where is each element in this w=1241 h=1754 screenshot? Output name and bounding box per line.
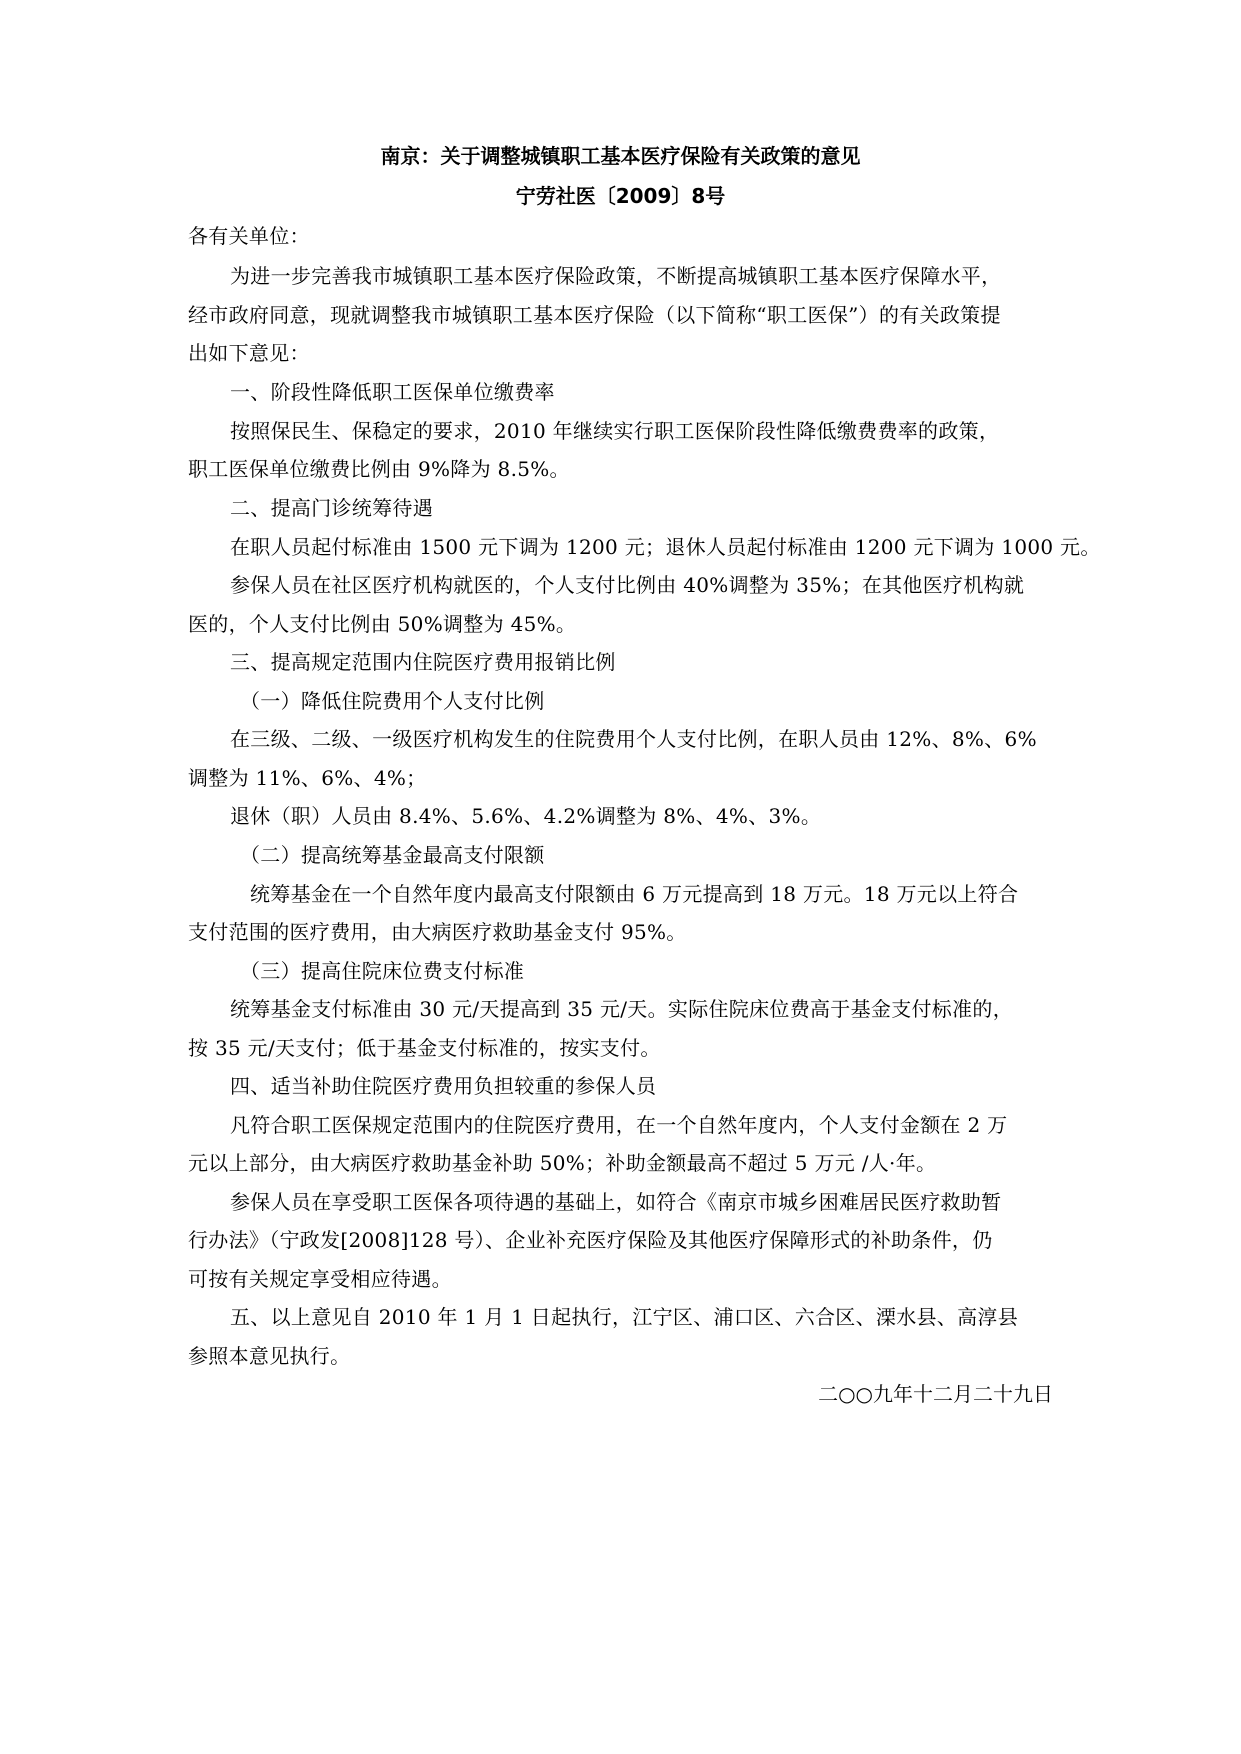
subsection-heading: （一）降低住院费用个人支付比例 (240, 689, 545, 713)
section-heading: 二、提高门诊统筹待遇 (230, 496, 433, 520)
document-number: 宁劳社医〔2009〕8号 (515, 184, 726, 208)
subsection-heading: （二）提高统筹基金最高支付限额 (240, 843, 545, 867)
paragraph-line: 参保人员在享受职工医保各项待遇的基础上，如符合《南京市城乡困难居民医疗救助暂 (230, 1190, 1002, 1214)
document-date: 二○○九年十二月二十九日 (818, 1382, 1053, 1406)
section-heading: 四、适当补助住院医疗费用负担较重的参保人员 (230, 1074, 657, 1098)
paragraph-line: 职工医保单位缴费比例由 9%降为 8.5%。 (188, 457, 570, 481)
paragraph-line: 医的，个人支付比例由 50%调整为 45%。 (188, 612, 577, 636)
section-heading: 一、阶段性降低职工医保单位缴费率 (230, 380, 555, 404)
paragraph-line: 按 35 元/天支付；低于基金支付标准的，按实支付。 (188, 1036, 661, 1060)
section-heading: 五、以上意见自 2010 年 1 月 1 日起执行，江宁区、浦口区、六合区、溧水县、高淳县 (230, 1305, 1018, 1329)
paragraph-line: 在职人员起付标准由 1500 元下调为 1200 元；退休人员起付标准由 1200 元下调为 1000 元。 (230, 535, 1101, 559)
intro-line: 出如下意见： (188, 341, 310, 365)
paragraph-line: 统筹基金在一个自然年度内最高支付限额由 6 万元提高到 18 万元。18 万元以上符合 (250, 882, 1019, 906)
paragraph-line: 调整为 11%、6%、4%； (188, 766, 427, 790)
document-title: 南京：关于调整城镇职工基本医疗保险有关政策的意见 (380, 144, 861, 168)
paragraph-line: 按照保民生、保稳定的要求，2010 年继续实行职工医保阶段性降低缴费费率的政策， (230, 419, 1000, 443)
paragraph-line: 凡符合职工医保规定范围内的住院医疗费用，在一个自然年度内，个人支付金额在 2 万 (230, 1113, 1008, 1137)
intro-line: 为进一步完善我市城镇职工基本医疗保险政策，不断提高城镇职工基本医疗保障水平， (230, 264, 1002, 288)
paragraph-line: 参照本意见执行。 (188, 1344, 351, 1368)
paragraph-line: 支付范围的医疗费用，由大病医疗救助基金支付 95%。 (188, 920, 687, 944)
intro-line: 经市政府同意，现就调整我市城镇职工基本医疗保险（以下简称“职工医保”）的有关政策提 (188, 303, 1001, 327)
paragraph-line: 在三级、二级、一级医疗机构发生的住院费用个人支付比例，在职人员由 12%、8%、6% (230, 727, 1037, 751)
subsection-heading: （三）提高住院床位费支付标准 (240, 959, 525, 983)
paragraph-line: 参保人员在社区医疗机构就医的，个人支付比例由 40%调整为 35%；在其他医疗机构就 (230, 573, 1025, 597)
paragraph-line: 退休（职）人员由 8.4%、5.6%、4.2%调整为 8%、4%、3%。 (230, 804, 822, 828)
section-heading: 三、提高规定范围内住院医疗费用报销比例 (230, 650, 616, 674)
salutation: 各有关单位： (188, 224, 310, 248)
paragraph-line: 统筹基金支付标准由 30 元/天提高到 35 元/天。实际住院床位费高于基金支付标准的， (230, 997, 1014, 1021)
paragraph-line: 可按有关规定享受相应待遇。 (188, 1267, 452, 1291)
paragraph-line: 行办法》（宁政发[2008]128 号）、企业补充医疗保险及其他医疗保障形式的补助条件，仍 (188, 1228, 993, 1252)
paragraph-line: 元以上部分，由大病医疗救助基金补助 50%；补助金额最高不超过 5 万元 /人·年。 (188, 1151, 937, 1175)
